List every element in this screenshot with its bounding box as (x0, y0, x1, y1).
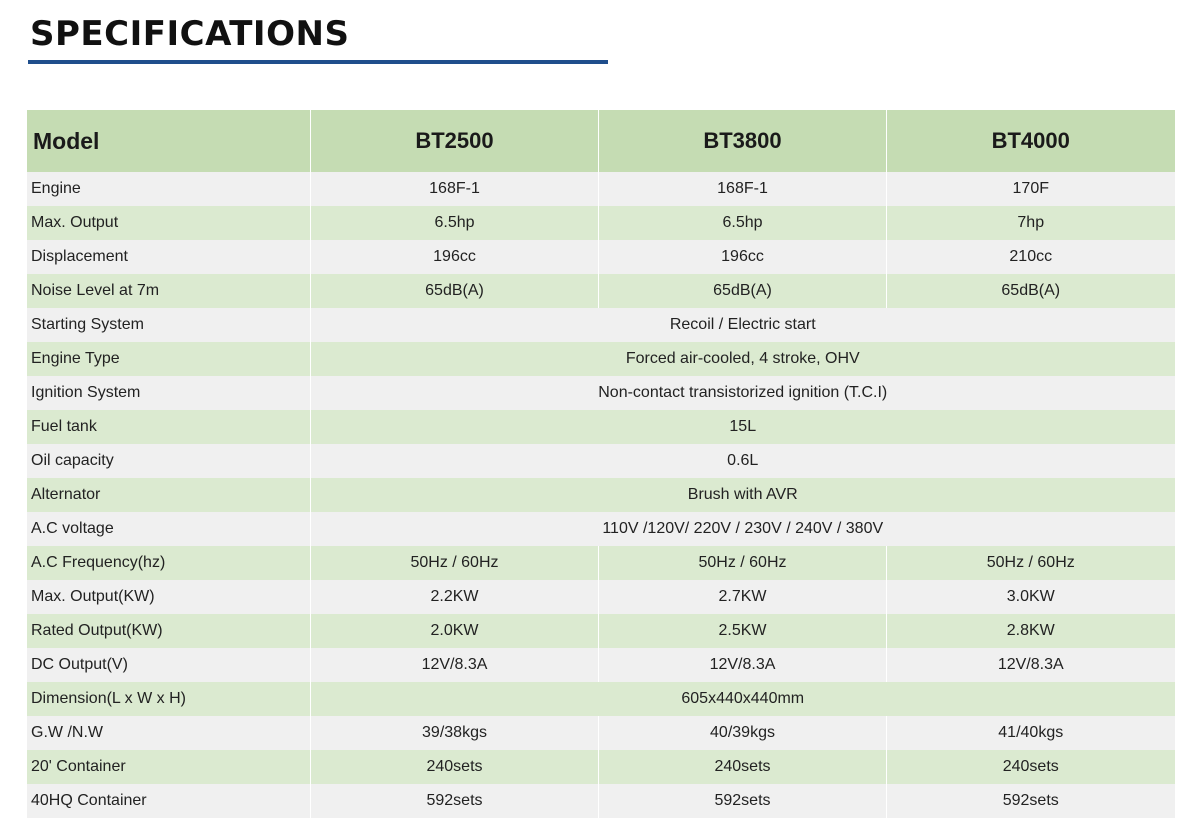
table-row (27, 444, 1175, 478)
row-label: Rated Output(KW) (27, 614, 311, 648)
value-cell: 240sets (887, 750, 1175, 784)
page-heading (28, 12, 608, 64)
row-label: G.W /N.W (27, 716, 311, 750)
table-row (27, 580, 1175, 614)
row-label: Starting System (27, 308, 311, 342)
shared-value-cell: 0.6L (311, 444, 1175, 478)
value-cell: 168F-1 (311, 172, 599, 206)
value-cell: 196cc (599, 240, 887, 274)
row-label: Oil capacity (27, 444, 311, 478)
row-label: Displacement (27, 240, 311, 274)
value-cell: 2.5KW (599, 614, 887, 648)
table-row (27, 274, 1175, 308)
shared-value-cell: Forced air-cooled, 4 stroke, OHV (311, 342, 1175, 376)
row-label: Engine Type (27, 342, 311, 376)
specifications-table (26, 110, 1175, 818)
table-row (27, 614, 1175, 648)
value-cell: 170F (887, 172, 1175, 206)
title-underline (28, 60, 608, 64)
row-label: A.C voltage (27, 512, 311, 546)
value-cell: 50Hz / 60Hz (887, 546, 1175, 580)
value-cell: 2.2KW (311, 580, 599, 614)
row-label: 20' Container (27, 750, 311, 784)
table-row (27, 172, 1175, 206)
shared-value-cell: 110V /120V/ 220V / 230V / 240V / 380V (311, 512, 1175, 546)
value-cell: 240sets (599, 750, 887, 784)
value-cell: 41/40kgs (887, 716, 1175, 750)
row-label: Max. Output (27, 206, 311, 240)
table-row (27, 716, 1175, 750)
value-cell: 592sets (311, 784, 599, 818)
value-cell: 240sets (311, 750, 599, 784)
table-row (27, 308, 1175, 342)
row-label: Noise Level at 7m (27, 274, 311, 308)
shared-value-cell: 605x440x440mm (311, 682, 1175, 716)
header-model: Model (27, 110, 311, 172)
value-cell: 3.0KW (887, 580, 1175, 614)
value-cell: 65dB(A) (887, 274, 1175, 308)
table-row (27, 512, 1175, 546)
row-label: Ignition System (27, 376, 311, 410)
value-cell: 7hp (887, 206, 1175, 240)
value-cell: 6.5hp (599, 206, 887, 240)
value-cell: 12V/8.3A (311, 648, 599, 682)
table-row (27, 546, 1175, 580)
value-cell: 168F-1 (599, 172, 887, 206)
table-row (27, 410, 1175, 444)
row-label: Fuel tank (27, 410, 311, 444)
table-row (27, 206, 1175, 240)
row-label: 40HQ Container (27, 784, 311, 818)
value-cell: 50Hz / 60Hz (599, 546, 887, 580)
shared-value-cell: Brush with AVR (311, 478, 1175, 512)
table-row (27, 750, 1175, 784)
table-row (27, 478, 1175, 512)
table-row (27, 648, 1175, 682)
table-row (27, 682, 1175, 716)
table-row (27, 240, 1175, 274)
row-label: Engine (27, 172, 311, 206)
table-body (27, 172, 1175, 818)
value-cell: 50Hz / 60Hz (311, 546, 599, 580)
table-row (27, 342, 1175, 376)
shared-value-cell: 15L (311, 410, 1175, 444)
shared-value-cell: Recoil / Electric start (311, 308, 1175, 342)
row-label: Dimension(L x W x H) (27, 682, 311, 716)
value-cell: 592sets (887, 784, 1175, 818)
header-bt4000: BT4000 (887, 110, 1175, 172)
row-label: Max. Output(KW) (27, 580, 311, 614)
value-cell: 2.0KW (311, 614, 599, 648)
value-cell: 12V/8.3A (887, 648, 1175, 682)
page-title: SPECIFICATIONS (30, 14, 350, 54)
value-cell: 592sets (599, 784, 887, 818)
row-label: A.C Frequency(hz) (27, 546, 311, 580)
table-row (27, 376, 1175, 410)
row-label: DC Output(V) (27, 648, 311, 682)
value-cell: 210cc (887, 240, 1175, 274)
value-cell: 12V/8.3A (599, 648, 887, 682)
value-cell: 39/38kgs (311, 716, 599, 750)
value-cell: 65dB(A) (599, 274, 887, 308)
value-cell: 65dB(A) (311, 274, 599, 308)
value-cell: 2.7KW (599, 580, 887, 614)
row-label: Alternator (27, 478, 311, 512)
value-cell: 40/39kgs (599, 716, 887, 750)
table-row (27, 784, 1175, 818)
value-cell: 2.8KW (887, 614, 1175, 648)
value-cell: 196cc (311, 240, 599, 274)
value-cell: 6.5hp (311, 206, 599, 240)
header-bt3800: BT3800 (599, 110, 887, 172)
shared-value-cell: Non-contact transistorized ignition (T.C.I) (311, 376, 1175, 410)
header-bt2500: BT2500 (311, 110, 599, 172)
table-header-row (27, 110, 1175, 172)
